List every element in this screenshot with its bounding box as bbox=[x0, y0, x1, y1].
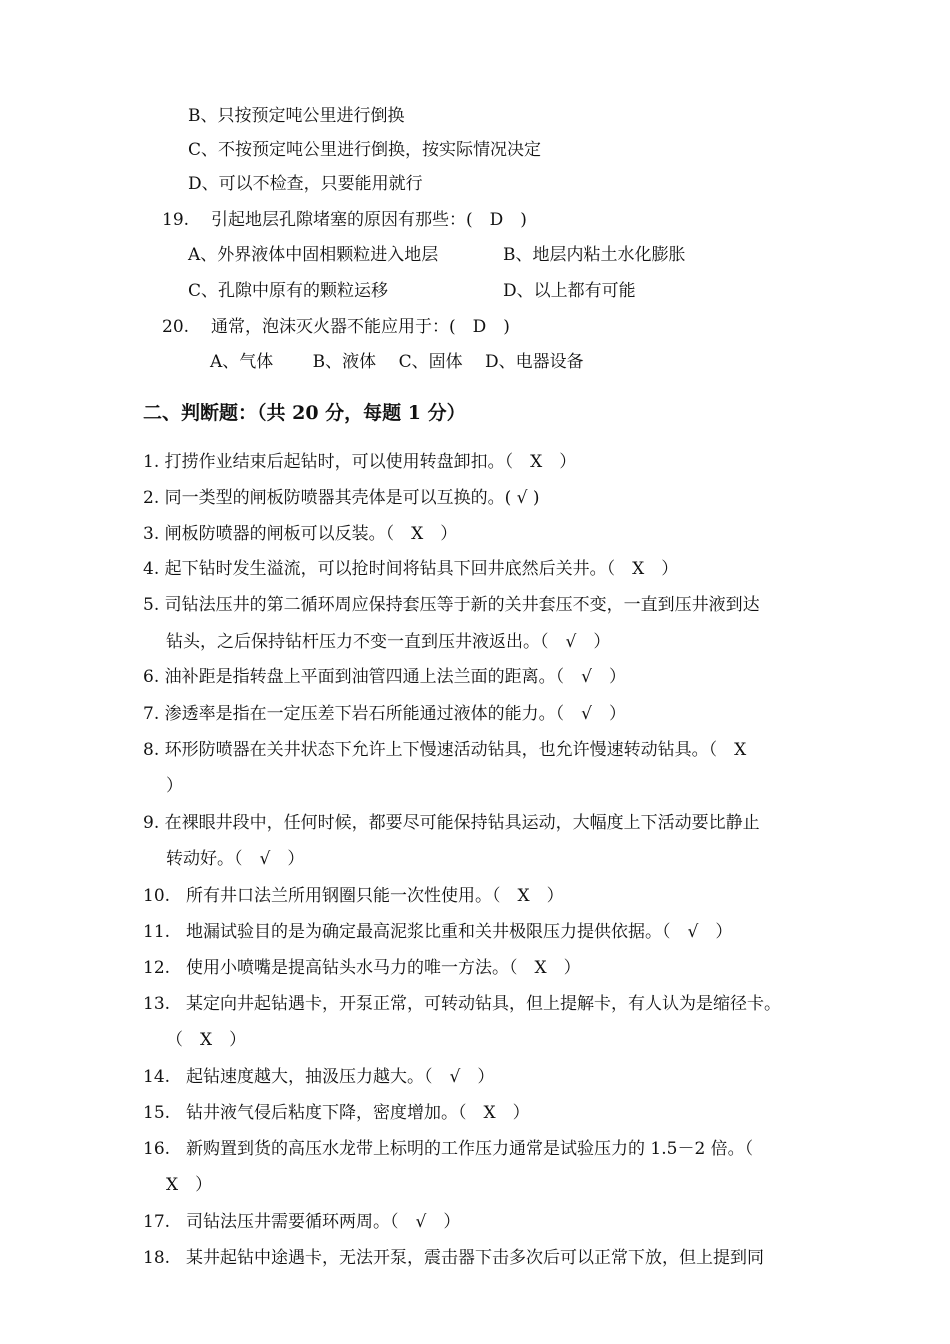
tf-question-15: 钻井液气侵后粘度下降，密度增加。（ X ） bbox=[186, 1103, 530, 1123]
tf-question-5: 5. 司钻法压井的第二循环周应保持套压等于新的关井套压不变，一直到压井液到达 bbox=[143, 595, 760, 615]
tf-question-14-number: 14. bbox=[143, 1067, 171, 1087]
tf-question-16-number: 16. bbox=[143, 1139, 171, 1159]
tf-question-8-cont: ） bbox=[166, 776, 183, 796]
tf-question-16: 新购置到货的高压水龙带上标明的工作压力通常是试验压力的 1.5－2 倍。（ bbox=[186, 1139, 754, 1159]
tf-question-7: 7. 渗透率是指在一定压差下岩石所能通过液体的能力。（ √ ） bbox=[143, 704, 626, 724]
tf-question-3: 3. 闸板防喷器的闸板可以反装。（ X ） bbox=[143, 524, 458, 544]
q20-options: A、气体 B、液体 C、固体 D、电器设备 bbox=[210, 352, 584, 372]
q19-option-d: D、以上都有可能 bbox=[503, 281, 636, 301]
q18-option-c: C、不按预定吨公里进行倒换，按实际情况决定 bbox=[188, 140, 542, 160]
tf-question-12: 使用小喷嘴是提高钻头水马力的唯一方法。（ X ） bbox=[186, 958, 581, 978]
q20-number: 20. bbox=[162, 317, 190, 337]
q19-option-a: A、外界液体中固相颗粒进入地层 bbox=[188, 245, 439, 265]
tf-question-8: 8. 环形防喷器在关井状态下允许上下慢速活动钻具，也允许慢速转动钻具。（ X bbox=[143, 740, 747, 760]
tf-question-12-number: 12. bbox=[143, 958, 171, 978]
tf-question-14: 起钻速度越大，抽汲压力越大。（ √ ） bbox=[186, 1067, 495, 1087]
q19-option-c: C、孔隙中原有的颗粒运移 bbox=[188, 281, 389, 301]
tf-question-11-number: 11. bbox=[143, 922, 171, 942]
q19-option-b: B、地层内粘土水化膨胀 bbox=[503, 245, 686, 265]
q19-number: 19. bbox=[162, 210, 190, 230]
tf-question-13-number: 13. bbox=[143, 994, 171, 1014]
tf-question-13-cont: （ X ） bbox=[166, 1030, 247, 1050]
tf-question-16-cont: X ） bbox=[166, 1175, 213, 1195]
tf-question-13: 某定向井起钻遇卡，开泵正常，可转动钻具，但上提解卡，有人认为是缩径卡。 bbox=[186, 994, 781, 1014]
q18-option-d: D、可以不检查，只要能用就行 bbox=[188, 174, 423, 194]
tf-question-17-number: 17. bbox=[143, 1212, 171, 1232]
tf-question-17: 司钻法压井需要循环两周。（ √ ） bbox=[186, 1212, 461, 1232]
tf-question-11: 地漏试验目的是为确定最高泥浆比重和关井极限压力提供依据。（ √ ） bbox=[186, 922, 733, 942]
tf-question-2: 2. 同一类型的闸板防喷器其壳体是可以互换的。( √ ) bbox=[143, 488, 540, 508]
section-2-title: 二、判断题：（共 20 分，每题 1 分） bbox=[143, 402, 466, 424]
q18-option-b: B、只按预定吨公里进行倒换 bbox=[188, 106, 405, 126]
tf-question-4: 4. 起下钻时发生溢流，可以抢时间将钻具下回井底然后关井。（ X ） bbox=[143, 559, 679, 579]
tf-question-15-number: 15. bbox=[143, 1103, 171, 1123]
tf-question-18-number: 18. bbox=[143, 1248, 171, 1268]
tf-question-10: 所有井口法兰所用钢圈只能一次性使用。（ X ） bbox=[186, 886, 564, 906]
tf-question-1: 1. 打捞作业结束后起钻时，可以使用转盘卸扣。（ X ） bbox=[143, 452, 577, 472]
q20-question: 通常，泡沫灭火器不能应用于：( D ) bbox=[211, 317, 510, 337]
tf-question-6: 6. 油补距是指转盘上平面到油管四通上法兰面的距离。（ √ ） bbox=[143, 667, 626, 687]
tf-question-18: 某井起钻中途遇卡，无法开泵，震击器下击多次后可以正常下放，但上提到同 bbox=[186, 1248, 764, 1268]
q19-question: 引起地层孔隙堵塞的原因有那些：( D ) bbox=[211, 210, 527, 230]
tf-question-9-cont: 转动好。（ √ ） bbox=[166, 849, 305, 869]
tf-question-10-number: 10. bbox=[143, 886, 171, 906]
tf-question-9: 9. 在裸眼井段中，任何时候，都要尽可能保持钻具运动，大幅度上下活动要比静止 bbox=[143, 813, 760, 833]
tf-question-5-cont: 钻头，之后保持钻杆压力不变一直到压井液返出。（ √ ） bbox=[166, 632, 611, 652]
